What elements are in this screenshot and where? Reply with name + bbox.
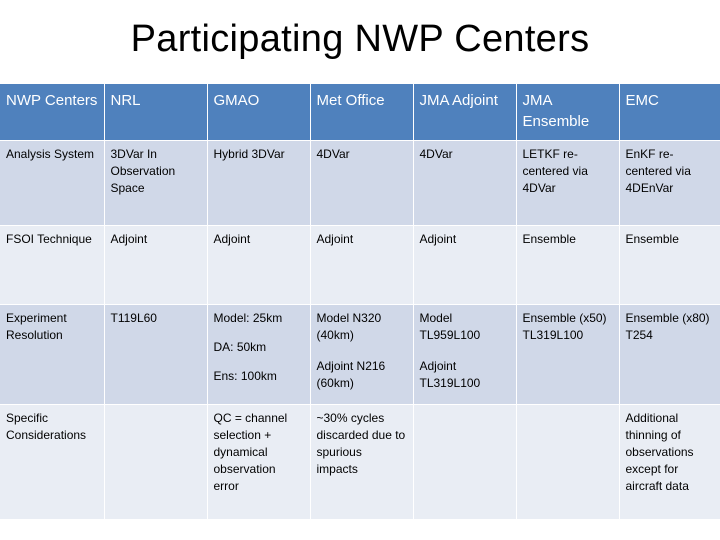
row-label: Experiment Resolution	[0, 305, 104, 405]
table-cell: Adjoint	[413, 226, 516, 305]
table-cell	[310, 305, 413, 405]
table-cell: EnKF re-centered via 4DEnVar	[619, 141, 720, 226]
header-cell: GMAO	[207, 84, 310, 141]
header-cell: JMA Ensemble	[516, 84, 619, 141]
header-cell: NRL	[104, 84, 207, 141]
jma-model-resolution: Model TL959L100	[419, 311, 481, 342]
table-cell: 3DVar In Observation Space	[104, 141, 207, 226]
nwp-centers-table	[0, 84, 720, 520]
table-cell: LETKF re-centered via 4DVar	[516, 141, 619, 226]
metoffice-model-resolution: Model N320 (40km)	[316, 311, 382, 342]
table-row	[0, 405, 720, 520]
table-row	[0, 141, 720, 226]
jma-adjoint-resolution: Adjoint TL319L100	[419, 359, 481, 390]
table-cell	[413, 405, 516, 520]
row-label: Specific Considerations	[0, 405, 104, 520]
table-cell: Additional thinning of observations except for aircraft data	[619, 405, 720, 520]
gmao-model-resolution: Model: 25km	[213, 311, 283, 325]
row-label: FSOI Technique	[0, 226, 104, 305]
table-cell: 4DVar	[310, 141, 413, 226]
table-cell: ~30% cycles discarded due to spurious impacts	[310, 405, 413, 520]
table-cell	[104, 405, 207, 520]
row-label: Analysis System	[0, 141, 104, 226]
table-cell: Ensemble (x80) T254	[619, 305, 720, 405]
table-row	[0, 226, 720, 305]
table-cell: Hybrid 3DVar	[207, 141, 310, 226]
gmao-ens-resolution: Ens: 100km	[213, 369, 277, 383]
table-cell: T119L60	[104, 305, 207, 405]
gmao-da-resolution: DA: 50km	[213, 340, 267, 354]
table-cell	[207, 305, 310, 405]
table-cell: Ensemble	[619, 226, 720, 305]
table-cell: Ensemble (x50) TL319L100	[516, 305, 619, 405]
table-cell: Adjoint	[104, 226, 207, 305]
table-cell: Adjoint	[310, 226, 413, 305]
table-cell	[413, 305, 516, 405]
header-cell: EMC	[619, 84, 720, 141]
table-cell: Ensemble	[516, 226, 619, 305]
header-cell: JMA Adjoint	[413, 84, 516, 141]
table-cell: Adjoint	[207, 226, 310, 305]
table-cell: QC = channel selection + dynamical observation error	[207, 405, 310, 520]
table-cell	[516, 405, 619, 520]
header-cell: Met Office	[310, 84, 413, 141]
header-cell: NWP Centers	[0, 84, 104, 141]
page-title: Participating NWP Centers	[130, 18, 590, 60]
table-row	[0, 305, 720, 405]
metoffice-adjoint-resolution: Adjoint N216 (60km)	[316, 359, 386, 390]
table-header-row	[0, 84, 720, 141]
table-cell: 4DVar	[413, 141, 516, 226]
